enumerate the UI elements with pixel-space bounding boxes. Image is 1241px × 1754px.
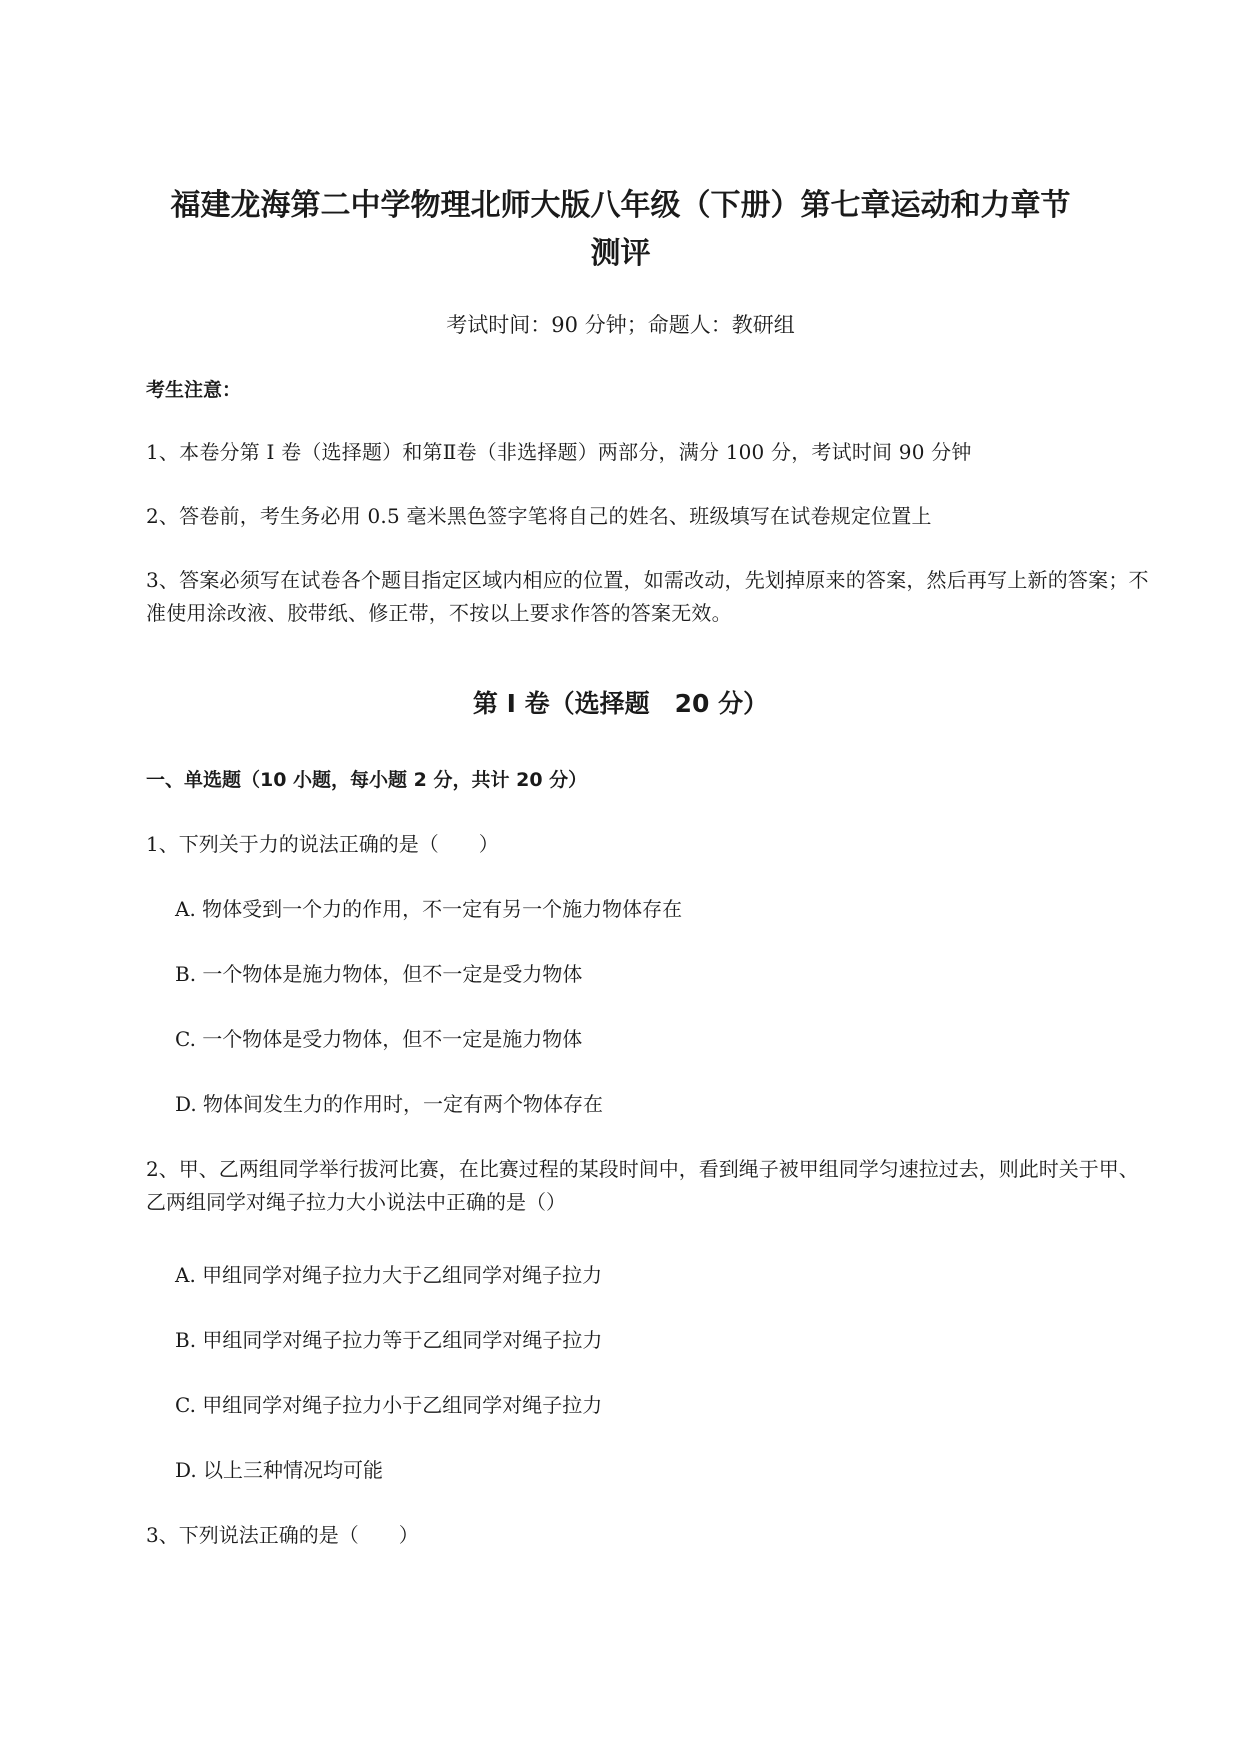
section-title: 第 I 卷（选择题 20 分） (472, 689, 769, 718)
notice-item-1: 1、本卷分第 I 卷（选择题）和第Ⅱ卷（非选择题）两部分，满分 100 分，考试时间 90 分钟 (146, 440, 972, 464)
question-2-option-c: C. 甲组同学对绳子拉力小于乙组同学对绳子拉力 (175, 1393, 603, 1417)
question-1-option-d: D. 物体间发生力的作用时，一定有两个物体存在 (175, 1092, 604, 1116)
question-1-option-a: A. 物体受到一个力的作用，不一定有另一个施力物体存在 (175, 897, 683, 921)
page-title (130, 182, 1111, 278)
question-2-option-a: A. 甲组同学对绳子拉力大于乙组同学对绳子拉力 (175, 1263, 603, 1287)
question-2-option-b: B. 甲组同学对绳子拉力等于乙组同学对绳子拉力 (175, 1328, 603, 1352)
question-1-option-b: B. 一个物体是施力物体，但不一定是受力物体 (175, 962, 583, 986)
title-line-2: 测评 (590, 236, 651, 271)
notice-item-3: 3、答案必须写在试卷各个题目指定区域内相应的位置，如需改动，先划掉原来的答案，然后再写上新的答案；不准使用涂改液、胶带纸、修正带，不按以上要求作答的答案无效。 (146, 568, 1149, 625)
question-2-stem: 2、甲、乙两组同学举行拔河比赛，在比赛过程的某段时间中，看到绳子被甲组同学匀速拉过去，则此时关于甲、乙两组同学对绳子拉力大小说法中正确的是（） (146, 1157, 1139, 1214)
exam-info: 考试时间：90 分钟；命题人：教研组 (446, 313, 795, 337)
notice-item-2: 2、答卷前，考生务必用 0.5 毫米黑色签字笔将自己的姓名、班级填写在试卷规定位置上 (146, 504, 932, 528)
question-3-stem: 3、下列说法正确的是（ ） (146, 1523, 419, 1547)
question-2-option-d: D. 以上三种情况均可能 (175, 1458, 384, 1482)
question-1-option-c: C. 一个物体是受力物体，但不一定是施力物体 (175, 1027, 583, 1051)
question-1-stem: 1、下列关于力的说法正确的是（ ） (146, 832, 499, 856)
part-heading: 一、单选题（10 小题，每小题 2 分，共计 20 分） (146, 769, 588, 791)
title-line-1: 福建龙海第二中学物理北师大版八年级（下册）第七章运动和力章节 (170, 188, 1071, 223)
notice-heading: 考生注意： (146, 379, 242, 401)
